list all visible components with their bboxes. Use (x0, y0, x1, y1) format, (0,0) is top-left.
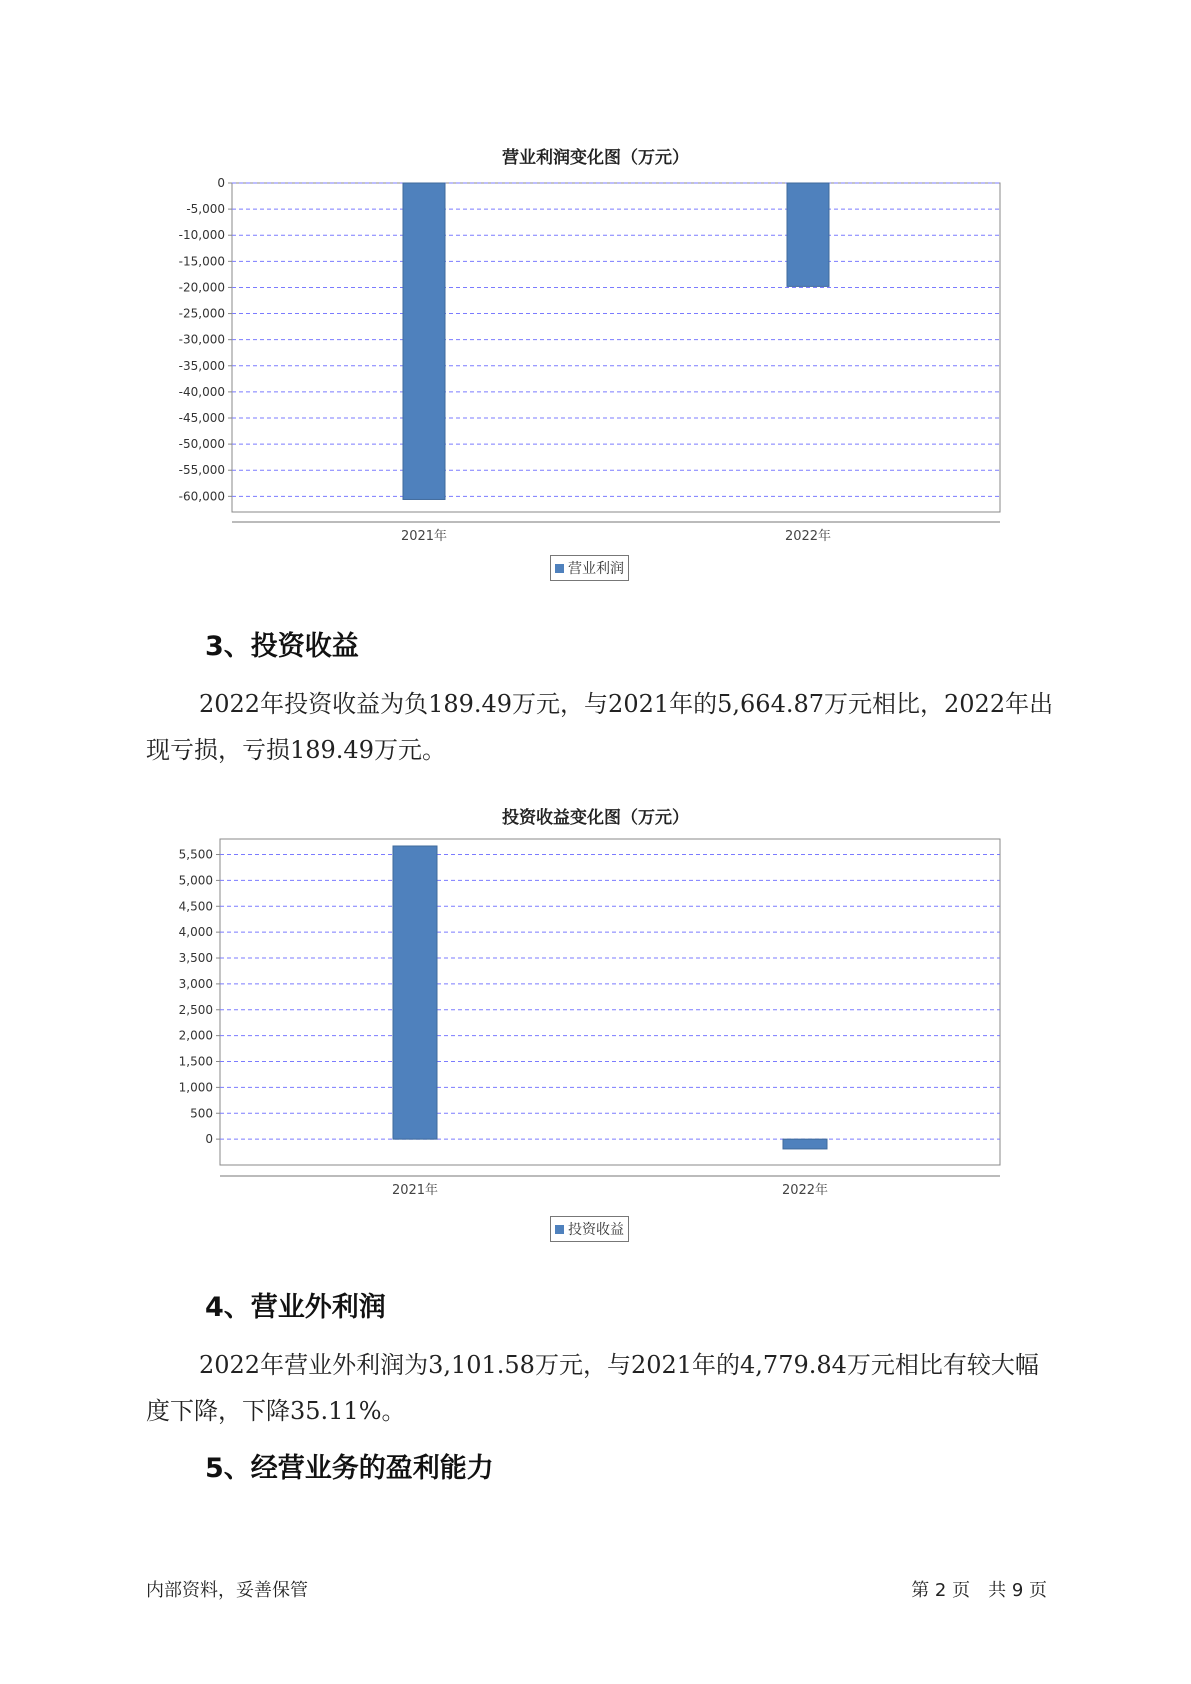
y-tick-label: -50,000 (178, 437, 225, 452)
y-tick-label: -60,000 (178, 489, 225, 504)
y-tick-label: 5,000 (178, 873, 213, 888)
footer-note: 内部资料，妥善保管 (146, 1580, 308, 1601)
y-tick-label: -20,000 (178, 280, 225, 295)
legend-label: 投资收益 (568, 1222, 624, 1238)
y-tick-label: 4,500 (178, 899, 213, 914)
y-tick-label: 4,000 (178, 925, 213, 940)
y-tick-label: 500 (190, 1106, 213, 1121)
y-tick-label: -30,000 (178, 332, 225, 347)
bar (783, 1139, 827, 1149)
section-heading: 3、投资收益 (205, 631, 359, 662)
y-tick-label: 1,500 (178, 1054, 213, 1069)
legend-swatch (555, 1225, 564, 1234)
chart-title: 投资收益变化图（万元） (502, 808, 689, 828)
y-tick-label: -55,000 (178, 463, 225, 478)
section-paragraph: 2022年投资收益为负189.49万元，与2021年的5,664.87万元相比，2022年出现亏损，亏损189.49万元。 (146, 690, 1054, 764)
section-heading: 5、经营业务的盈利能力 (205, 1453, 494, 1484)
chart-legend (550, 1216, 629, 1242)
bar (393, 846, 437, 1139)
y-tick-label: -40,000 (178, 384, 225, 399)
y-tick-label: 0 (217, 176, 225, 190)
x-tick-label: 2021年 (400, 529, 448, 544)
chart-title: 营业利润变化图（万元） (502, 148, 689, 168)
y-tick-label: 3,000 (178, 976, 213, 991)
y-tick-label: -45,000 (178, 411, 225, 425)
plot-area (220, 839, 1000, 1165)
y-tick-label: 3,500 (178, 951, 213, 966)
legend-label: 营业利润 (568, 561, 624, 577)
y-tick-label: -35,000 (178, 358, 225, 373)
section-paragraph: 2022年营业外利润为3,101.58万元，与2021年的4,779.84万元相比有较大幅度下降，下降35.11%。 (146, 1351, 1039, 1425)
x-tick-label: 2022年 (784, 529, 832, 544)
y-tick-label: -25,000 (178, 306, 225, 321)
y-tick-label: -10,000 (178, 228, 225, 243)
y-tick-label: -5,000 (186, 202, 225, 217)
x-tick-label: 2022年 (781, 1183, 829, 1198)
page-number: 第 2 页 共 9 页 (911, 1580, 1047, 1601)
x-tick-label: 2021年 (391, 1183, 439, 1198)
y-tick-label: 0 (205, 1132, 213, 1147)
y-tick-label: 5,500 (178, 847, 213, 862)
section-heading: 4、营业外利润 (205, 1292, 386, 1323)
y-tick-label: 1,000 (178, 1080, 213, 1095)
y-tick-label: 2,000 (178, 1028, 213, 1043)
y-tick-label: 2,500 (178, 1002, 213, 1017)
y-tick-label: -15,000 (178, 254, 225, 269)
